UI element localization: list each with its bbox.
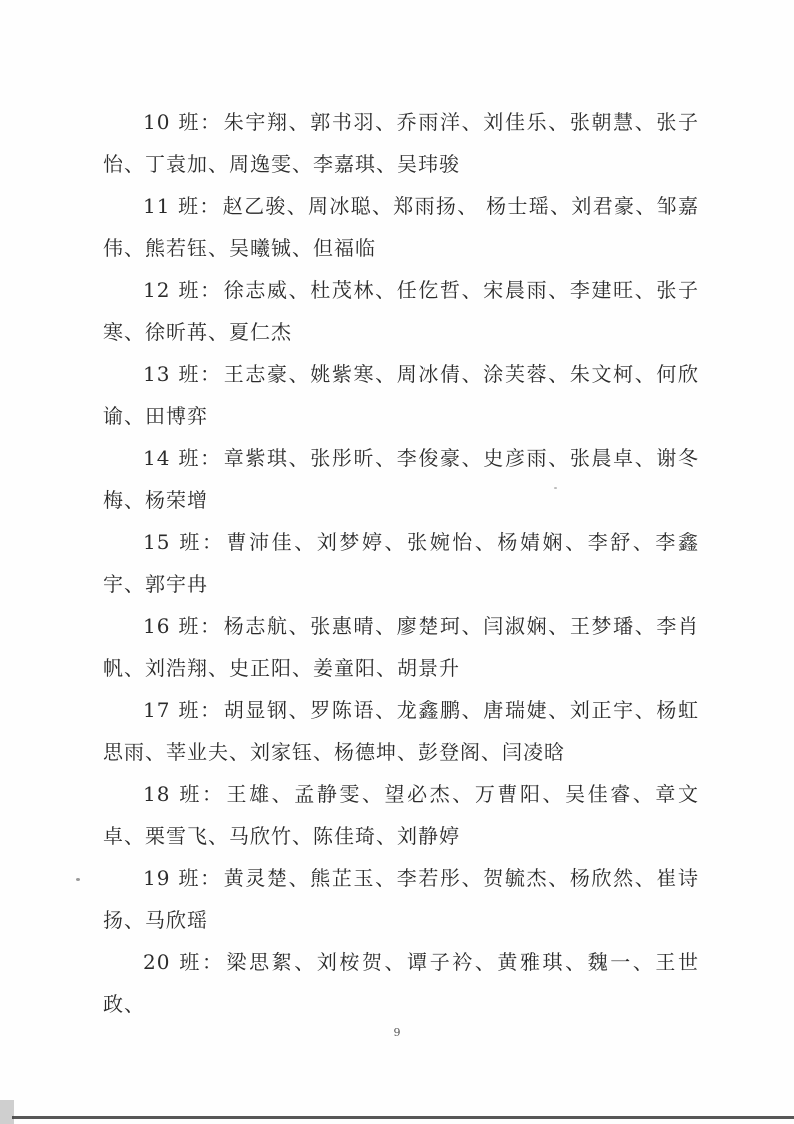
scan-edge-left [0,1100,14,1124]
class-entry [103,941,699,1025]
class-label: 19 班： [143,866,222,890]
class-entry [103,857,699,941]
class-label: 11 班： [143,194,221,218]
class-entry [103,773,699,857]
class-label: 16 班： [143,614,222,638]
class-label: 12 班： [143,278,222,302]
class-label: 15 班： [143,530,225,554]
class-label: 14 班： [143,446,222,470]
student-names: 徐志威、杜茂林、任仡哲、宋晨雨、李建旺、张子寒、徐昕苒、夏仁杰 [103,278,700,344]
student-names: 王志豪、姚紫寒、周冰倩、涂芙蓉、朱文柯、何欣谕、田博弈 [103,362,700,428]
class-entry [103,437,699,521]
class-entry [103,353,699,437]
class-entry [103,605,699,689]
student-names: 黄灵楚、熊芷玉、李若彤、贺毓杰、杨欣然、崔诗扬、马欣瑶 [103,866,700,932]
class-entry [103,521,699,605]
student-names: 章紫琪、张彤昕、李俊豪、史彦雨、张晨卓、谢冬梅、杨荣增 [103,446,700,512]
scan-edge-bottom [12,1116,794,1119]
page-number: 9 [393,1026,401,1039]
class-label: 10 班： [143,110,222,134]
class-list [103,101,699,1025]
student-names: 朱宇翔、郭书羽、乔雨洋、刘佳乐、张朝慧、张子怡、丁袁加、周逸雯、李嘉琪、吴玮骏 [103,110,700,176]
student-names: 胡显钢、罗陈语、龙鑫鹏、唐瑞婕、刘正宇、杨虹思雨、莘业夫、刘家钰、杨德坤、彭登阁、闫凌晗 [103,698,700,764]
class-label: 13 班： [143,362,222,386]
student-names: 杨志航、张惠晴、廖楚珂、闫淑娴、王梦璠、李肖帆、刘浩翔、史正阳、姜童阳、胡景升 [103,614,700,680]
class-entry [103,185,699,269]
scan-speck [554,487,557,489]
student-names: 赵乙骏、周冰聪、郑雨扬、 杨士瑶、刘君豪、邹嘉伟、熊若钰、吴曦铖、但福临 [103,194,699,260]
class-entry [103,101,699,185]
class-label: 17 班： [143,698,222,722]
class-entry [103,689,699,773]
class-label: 18 班： [143,782,225,806]
student-names: 王雄、孟静雯、望必杰、万曹阳、吴佳睿、章文卓、栗雪飞、马欣竹、陈佳琦、刘静婷 [103,782,699,848]
student-names: 梁思絮、刘桉贺、谭子衿、黄雅琪、魏一、王世政、 [103,950,699,1016]
scan-speck [76,878,80,881]
student-names: 曹沛佳、刘梦婷、张婉怡、杨婧娴、李舒、李鑫宇、郭宇冉 [103,530,699,596]
class-entry [103,269,699,353]
class-label: 20 班： [143,950,225,974]
